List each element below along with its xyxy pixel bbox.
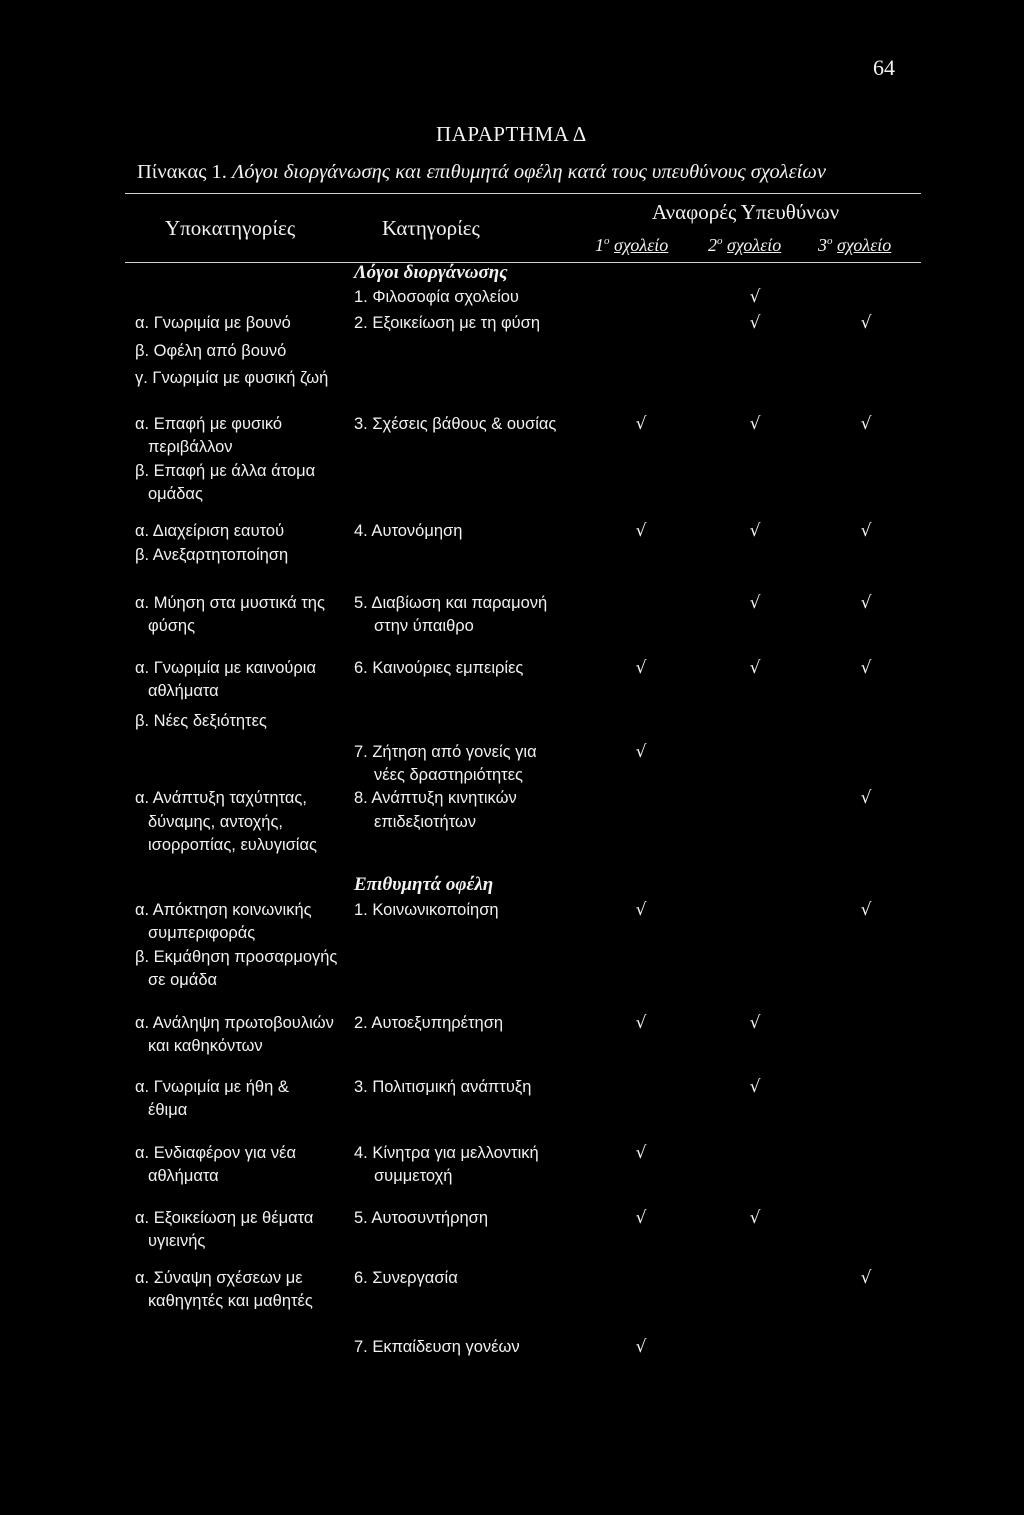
category-line: επιδεξιοτήτων xyxy=(374,813,477,831)
category-line: 5. Αυτοσυντήρηση xyxy=(354,1209,488,1227)
subcategory-line: καθηγητές και μαθητές xyxy=(148,1292,313,1310)
subcategory-line: α. Διαχείριση εαυτού xyxy=(135,522,285,540)
subcategory-line: αθλήματα xyxy=(148,682,219,700)
header-subcategories: Υποκατηγορίες xyxy=(165,216,296,240)
check-mark: √ xyxy=(860,414,872,434)
subcategory-line: ομάδας xyxy=(148,485,203,503)
category-line: 2. Εξοικείωση με τη φύση xyxy=(354,314,541,332)
check-mark: √ xyxy=(635,658,647,678)
subcategory-line: και καθηκόντων xyxy=(148,1037,263,1055)
check-mark: √ xyxy=(749,287,761,307)
check-mark: √ xyxy=(749,313,761,333)
caption-prefix: Πίνακας 1. xyxy=(137,161,227,183)
subcategory-line: β. Οφέλη από βουνό xyxy=(135,342,287,360)
subcategory-line: β. Ανεξαρτητοποίηση xyxy=(135,546,289,564)
subcategory-line: β. Εκμάθηση προσαρμογής xyxy=(135,948,338,966)
subcategory-line: συμπεριφοράς xyxy=(148,924,256,942)
header-school-3: $3^o$ σχολείο xyxy=(818,235,892,255)
subcategory-line: α. Επαφή με φυσικό xyxy=(135,415,283,433)
check-mark: √ xyxy=(860,521,872,541)
check-mark: √ xyxy=(860,593,872,613)
category-line: 1. Φιλοσοφία σχολείου xyxy=(354,288,519,306)
header-categories: Κατηγορίες xyxy=(382,216,480,240)
check-mark: √ xyxy=(749,1077,761,1097)
category-line: 2. Αυτοεξυπηρέτηση xyxy=(354,1014,504,1032)
section-reasons: Λόγοι διοργάνωσης xyxy=(354,262,508,283)
category-line: συμμετοχή xyxy=(374,1167,453,1185)
category-line: 3. Πολιτισμική ανάπτυξη xyxy=(354,1078,532,1096)
category-line: 5. Διαβίωση και παραμονή xyxy=(354,594,548,612)
subcategory-line: α. Γνωριμία με βουνό xyxy=(135,314,291,332)
header-rule xyxy=(125,262,921,263)
category-line: 6. Συνεργασία xyxy=(354,1269,458,1287)
check-mark: √ xyxy=(635,1143,647,1163)
category-line: στην ύπαιθρο xyxy=(374,617,474,635)
subcategory-line: σε ομάδα xyxy=(148,971,218,989)
check-mark: √ xyxy=(749,1208,761,1228)
check-mark: √ xyxy=(749,1013,761,1033)
category-line: 6. Καινούριες εμπειρίες xyxy=(354,659,524,677)
subcategory-line: α. Σύναψη σχέσεων με xyxy=(135,1269,303,1287)
check-mark: √ xyxy=(749,593,761,613)
check-mark: √ xyxy=(749,521,761,541)
category-line: 8. Ανάπτυξη κινητικών xyxy=(354,789,517,807)
subcategory-line: α. Γνωριμία με καινούρια xyxy=(135,659,317,677)
check-mark: √ xyxy=(749,414,761,434)
check-mark: √ xyxy=(860,313,872,333)
subcategory-line: περιβάλλον xyxy=(148,438,233,456)
check-mark: √ xyxy=(749,658,761,678)
subcategory-line: β. Επαφή με άλλα άτομα xyxy=(135,462,316,480)
check-mark: √ xyxy=(635,1337,647,1357)
subcategory-line: γ. Γνωριμία με φυσική ζωή xyxy=(135,369,329,387)
subcategory-line: αθλήματα xyxy=(148,1167,219,1185)
top-rule xyxy=(125,193,921,194)
header-school-2: $2^o$ σχολείο xyxy=(708,235,782,255)
category-line: 1. Κοινωνικοποίηση xyxy=(354,901,499,919)
category-line: 4. Αυτονόμηση xyxy=(354,522,463,540)
category-line: 3. Σχέσεις βάθους & ουσίας xyxy=(354,415,557,433)
subcategory-line: α. Ενδιαφέρον για νέα xyxy=(135,1144,296,1162)
subcategory-line: β. Νέες δεξιότητες xyxy=(135,712,267,730)
category-line: 7. Ζήτηση από γονείς για xyxy=(354,743,537,761)
subcategory-line: ισορροπίας, ευλυγισίας xyxy=(148,836,317,854)
subcategory-line: φύσης xyxy=(148,617,196,635)
check-mark: √ xyxy=(635,742,647,762)
check-mark: √ xyxy=(860,1268,872,1288)
check-mark: √ xyxy=(635,900,647,920)
check-mark: √ xyxy=(635,521,647,541)
category-line: 7. Εκπαίδευση γονέων xyxy=(354,1338,520,1356)
subcategory-line: α. Μύηση στα μυστικά της xyxy=(135,594,325,612)
section-benefits: Επιθυμητά οφέλη xyxy=(354,874,494,895)
check-mark: √ xyxy=(635,1208,647,1228)
category-line: νέες δραστηριότητες xyxy=(374,766,523,784)
check-mark: √ xyxy=(860,658,872,678)
check-mark: √ xyxy=(860,900,872,920)
subcategory-line: δύναμης, αντοχής, xyxy=(148,813,283,831)
subcategory-line: α. Γνωριμία με ήθη & xyxy=(135,1078,289,1096)
category-line: 4. Κίνητρα για μελλοντική xyxy=(354,1144,539,1162)
check-mark: √ xyxy=(635,1013,647,1033)
appendix-title: ΠΑΡΑΡΤΗΜΑ Δ xyxy=(436,122,587,146)
subcategory-line: α. Απόκτηση κοινωνικής xyxy=(135,901,312,919)
table-caption xyxy=(137,161,826,184)
subcategory-line: έθιμα xyxy=(148,1101,188,1119)
header-school-1: $1^o$ σχολείο xyxy=(595,235,669,255)
subcategory-line: α. Εξοικείωση με θέματα xyxy=(135,1209,314,1227)
caption-title: Λόγοι διοργάνωσης και επιθυμητά οφέλη κατά τους υπευθύνους σχολείων xyxy=(231,161,826,183)
page-number: 64 xyxy=(873,55,895,80)
check-mark: √ xyxy=(635,414,647,434)
header-reports: Αναφορές Υπευθύνων xyxy=(652,200,840,224)
subcategory-line: α. Ανάπτυξη ταχύτητας, xyxy=(135,789,307,807)
subcategory-line: α. Ανάληψη πρωτοβουλιών xyxy=(135,1014,334,1032)
subcategory-line: υγιεινής xyxy=(148,1232,206,1250)
check-mark: √ xyxy=(860,788,872,808)
